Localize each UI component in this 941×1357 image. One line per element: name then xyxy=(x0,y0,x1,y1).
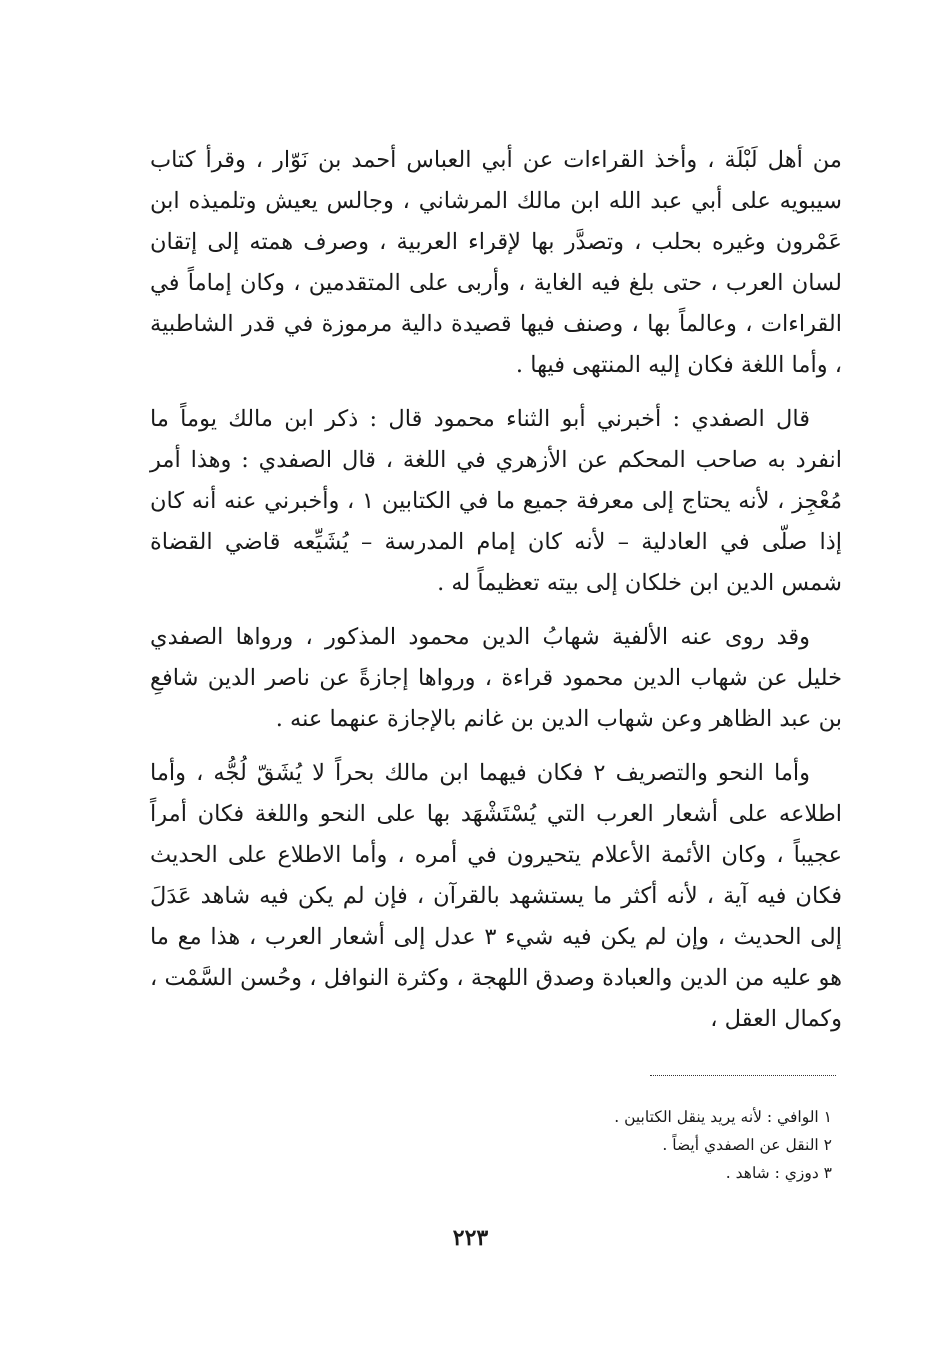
footnote-3: ٣ دوزي : شاهد . xyxy=(725,1164,832,1182)
paragraph-3: وقد روى عنه الألفية شهابُ الدين محمود المذكور ، ورواها الصفدي خليل عن شهاب الدين محمود قراءة ، ورواها إجازةً عن ناصر الدين شافعِ بن عبد الظاهر وعن شهاب الدين بن غانم بالإجازة عنهما عنه . xyxy=(150,624,842,732)
footnote-1: ١ الوافي : لأنه يريد ينقل الكتابين . xyxy=(614,1108,832,1126)
footnote-divider xyxy=(650,1075,836,1076)
footnotes xyxy=(400,1103,832,1187)
main-text xyxy=(150,140,842,1053)
paragraph-1: من أهل لَبْلَة ، وأخذ القراءات عن أبي العباس أحمد بن نَوّار ، وقرأ كتاب سيبويه على أبي عبد الله ابن مالك المرشاني ، وجالس يعيش وتلميذه ابن عَمْرون وغيره بحلب ، وتصدَّر بها لإقراء العربية ، وصرف همته إلى إتقان لسان العرب ، حتى بلغ فيه الغاية ، وأربى على المتقدمين ، وكان إماماً في القراءات ، وعالماً بها ، وصنف فيها قصيدة دالية مرموزة في قدر الشاطبية ، وأما اللغة فكان إليه المنتهى فيها . xyxy=(150,147,842,378)
footnote-2: ٢ النقل عن الصفدي أيضاً . xyxy=(662,1136,832,1154)
paragraph-2: قال الصفدي : أخبرني أبو الثناء محمود قال : ذكر ابن مالك يوماً ما انفرد به صاحب المحكم عن الأزهري في اللغة ، قال الصفدي : وهذا أمر مُعْجِز ، لأنه يحتاج إلى معرفة جميع ما في الكتابين ١ ، وأخبرني عنه أنه كان إذا صلّى في العادلية – لأنه كان إمام المدرسة – يُشَيِّعه قاضي القضاة شمس الدين ابن خلكان إلى بيته تعظيماً له . xyxy=(150,406,842,596)
page-number: ٢٢٣ xyxy=(452,1225,489,1251)
paragraph-4: وأما النحو والتصريف ٢ فكان فيهما ابن مالك بحراً لا يُشَقّ لُجُّه ، وأما اطلاعه على أشعار العرب التي يُسْتَشْهَد بها على النحو واللغة فكان أمراً عجيباً ، وكان الأئمة الأعلام يتحيرون في أمره ، وأما الاطلاع على الحديث فكان فيه آية ، لأنه أكثر ما يستشهد بالقرآن ، فإن لم يكن فيه شاهد عَدَلَ إلى الحديث ، وإن لم يكن فيه شيء ٣ عدل إلى أشعار العرب ، هذا مع ما هو عليه من الدين والعبادة وصدق اللهجة ، وكثرة النوافل ، وحُسن السَّمْت ، وكمال العقل ، xyxy=(150,760,842,1032)
